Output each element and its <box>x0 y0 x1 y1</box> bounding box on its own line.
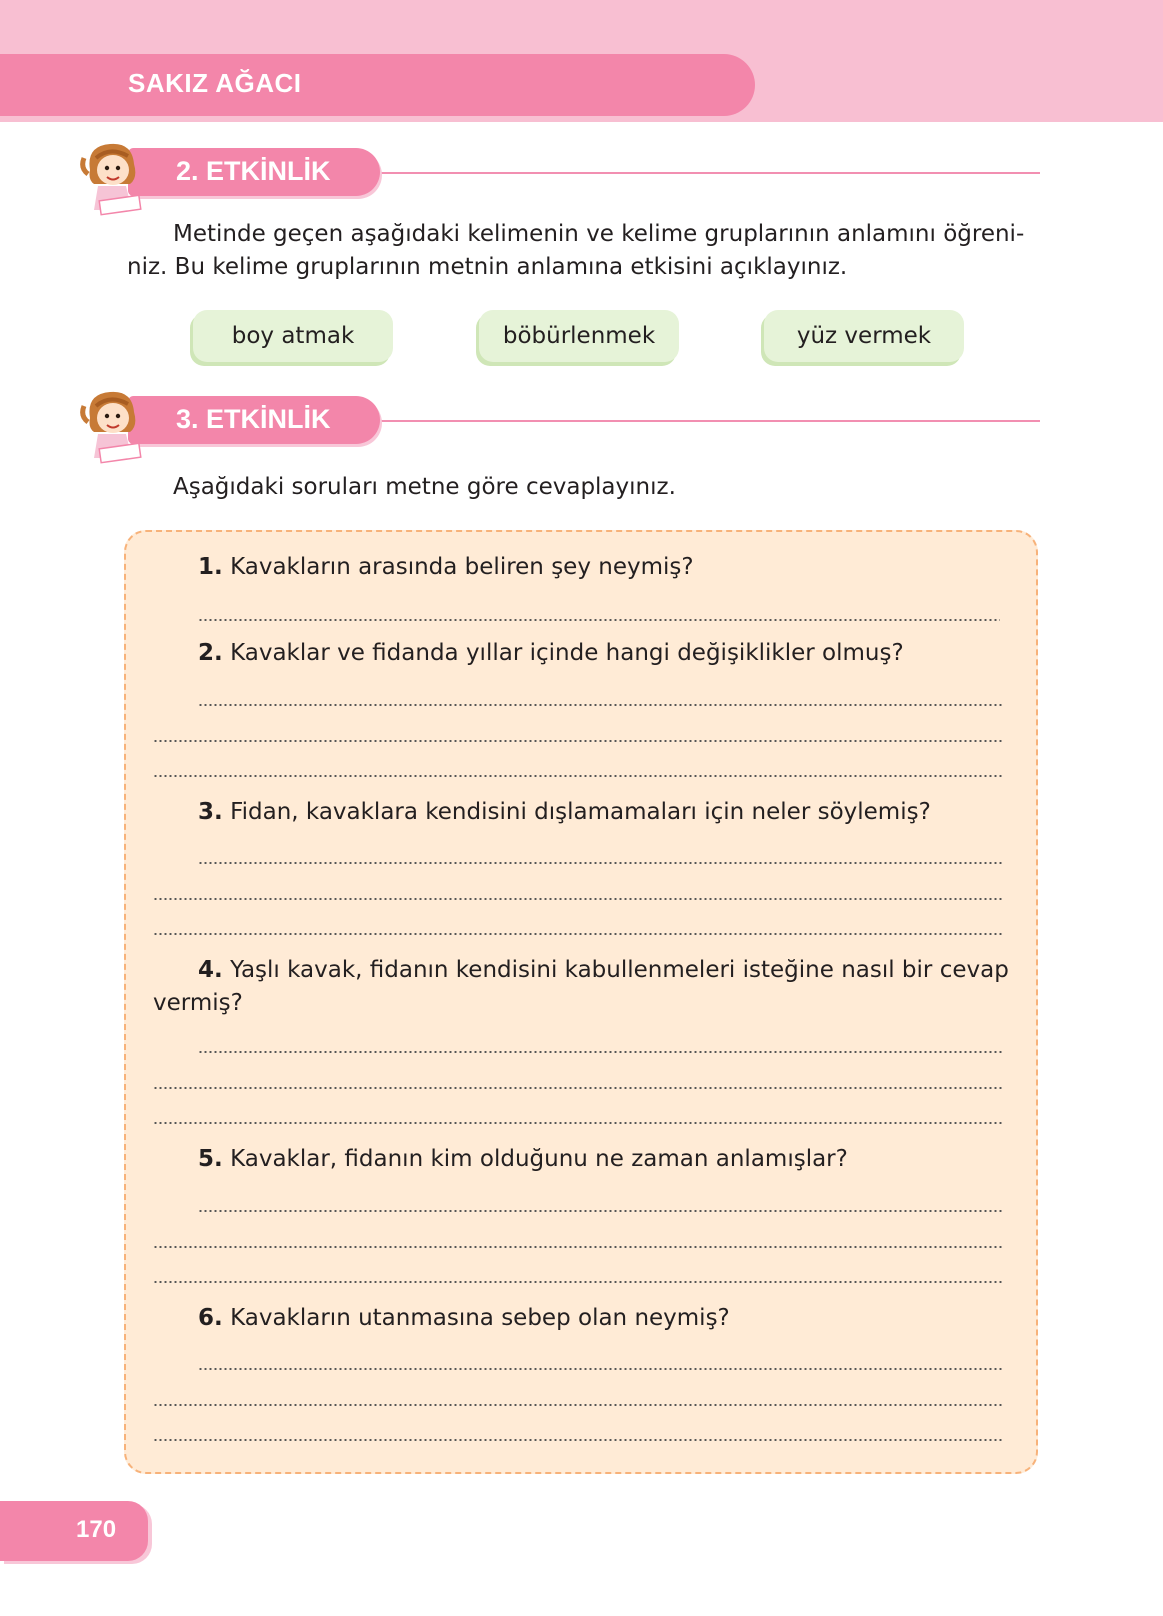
section-divider <box>380 172 1040 174</box>
answer-line[interactable] <box>153 898 1002 900</box>
instruction-line-2: niz. Bu kelime gruplarının metnin anlamına etkisini açıklayınız. <box>127 254 848 280</box>
activity-2-header <box>80 138 1040 208</box>
question-4-continued: vermiş? <box>153 990 243 1016</box>
activity-3-label: 3. ETKİNLİK <box>176 404 331 434</box>
question-number: 5. <box>198 1146 223 1172</box>
answer-line[interactable] <box>198 862 1002 864</box>
word-chip: yüz vermek <box>764 310 964 362</box>
page-number-tab <box>0 1501 148 1561</box>
question-3 <box>198 796 931 829</box>
activity-2-instruction <box>127 218 1039 284</box>
answer-line[interactable] <box>153 775 1002 777</box>
girl-mascot-icon <box>80 386 162 464</box>
question-text: Kavakların arasında beliren şey neymiş? <box>230 554 694 580</box>
question-text: Kavakların utanmasına sebep olan neymiş? <box>230 1305 730 1331</box>
question-number: 1. <box>198 554 223 580</box>
question-text: Yaşlı kavak, fidanın kendisini kabullenmeleri isteğine nasıl bir cevap <box>230 957 1009 983</box>
question-text: Kavaklar ve fidanda yıllar içinde hangi değişiklikler olmuş? <box>230 640 904 666</box>
question-1 <box>198 551 694 584</box>
page-number: 170 <box>76 1516 117 1543</box>
word-chip: boy atmak <box>193 310 393 362</box>
question-4 <box>198 954 1009 987</box>
activity-3-instruction: Aşağıdaki soruları metne göre cevaplayınız. <box>173 474 676 500</box>
activity-2-label: 2. ETKİNLİK <box>176 156 331 186</box>
answer-line[interactable] <box>153 1122 1002 1124</box>
section-divider <box>380 420 1040 422</box>
answer-line[interactable] <box>198 1368 1002 1370</box>
question-6 <box>198 1302 730 1335</box>
answer-line[interactable] <box>153 1404 1002 1406</box>
question-number: 4. <box>198 957 223 983</box>
question-number: 2. <box>198 640 223 666</box>
question-5 <box>198 1143 848 1176</box>
answer-line[interactable] <box>198 704 1002 706</box>
question-text: Kavaklar, fidanın kim olduğunu ne zaman anlamışlar? <box>230 1146 848 1172</box>
answer-line[interactable] <box>153 1281 1002 1283</box>
answer-line[interactable] <box>153 1439 1002 1441</box>
answer-line[interactable] <box>153 933 1002 935</box>
answer-line[interactable] <box>198 1051 1002 1053</box>
question-number: 6. <box>198 1305 223 1331</box>
page-title: SAKIZ AĞACI <box>128 68 302 98</box>
answer-line[interactable] <box>153 1246 1002 1248</box>
answer-line[interactable] <box>153 1087 1002 1089</box>
answer-line[interactable] <box>198 619 1000 621</box>
answer-line[interactable] <box>153 740 1002 742</box>
title-tab <box>0 54 755 116</box>
question-number: 3. <box>198 799 223 825</box>
instruction-line-1: Metinde geçen aşağıdaki kelimenin ve kelime gruplarının anlamını öğreni- <box>173 221 1025 247</box>
answer-line[interactable] <box>198 1210 1002 1212</box>
word-chip: böbürlenmek <box>479 310 679 362</box>
question-text: Fidan, kavaklara kendisini dışlamamaları için neler söylemiş? <box>230 799 931 825</box>
girl-mascot-icon <box>80 138 162 216</box>
question-2 <box>198 637 904 670</box>
activity-3-header <box>80 386 1040 456</box>
